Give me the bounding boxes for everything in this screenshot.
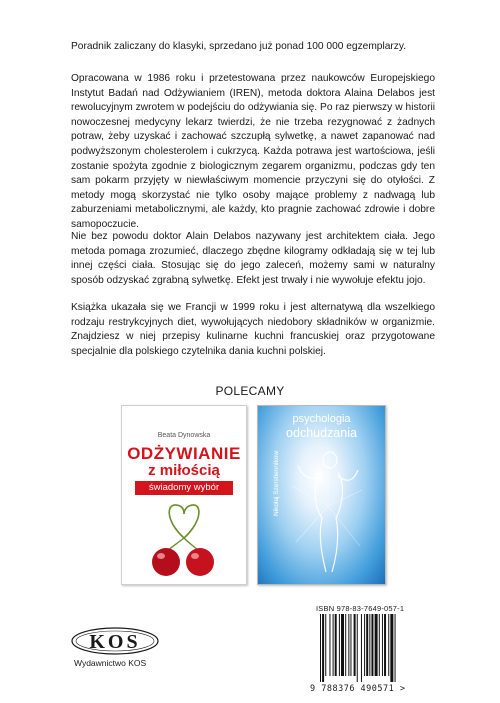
barcode-bar (322, 614, 324, 682)
recommend-heading: POLECAMY (215, 384, 285, 398)
barcode-bar (341, 614, 344, 676)
barcode-bar (366, 614, 368, 676)
barcode-bar (357, 614, 358, 682)
book-cover-psychologia[interactable] (257, 405, 386, 585)
method-paragraph: Opracowana w 1986 roku i przetestowana przez naukowców Europejskiego Instytut Badań nad Odżywianiem (IREN), metoda doktora Alaina Delabos jest rewolucyjnym zwrotem w podejściu do odżywiania się. Po raz pierwszy w historii nowoczesnej medycyny lekarz twierdzi, że nie trzeba rezygnować z żadnych potraw, żeby uzyskać i zachować szczupłą sylwetkę, a nawet zapanować nad podwyższonym cholesterolem i cukrzycą. Każda potrawa jest wartościowa, jeśli zostanie spożyta zgodnie z biologicznym zegarem organizmu, podczas gdy ten sam pokarm przyjęty w niewłaściwym momencie przyczyni się do otyłości. Z metody mogą skorzystać nie tylko osoby mające problemy z nadwagą lub zaburzeniami metabolicznymi, ale każdy, kto pragnie zachować zdrowie i dobre samopoczucie. (71, 73, 435, 230)
book1-author: Beata Dynowska (157, 432, 211, 439)
intro-paragraph: Poradnik zaliczany do klasyki, sprzedano już ponad 100 000 egzemplarzy. (71, 41, 407, 52)
architect-paragraph: Nie bez powodu doktor Alain Delabos nazywany jest architektem ciała. Jego metoda pomaga zrozumieć, dlaczego zbędne kilogramy odkładają się w tej lub innej części ciała. Stosując się do jego zaleceń, możemy sami w naturalny sposób odzyskać zgrabną sylwetkę. Efekt jest trwały i nie wywołuje efektu jojo. (71, 231, 435, 286)
book2-title-line2: odchudzania (286, 426, 357, 440)
barcode-image (316, 614, 426, 684)
barcode-bar (388, 614, 389, 676)
book2-author: Nikołaj Szerstiennikow (273, 450, 280, 516)
barcode-bar (361, 614, 362, 682)
barcode-bar (348, 614, 349, 676)
publication-paragraph: Książka ukazała się we Francji w 1999 roku i jest alternatywą dla wszelkiego rodzaju restrykcyjnych diet, wywołujących niedobory składników w organizmie. Znajdziesz w niej przepisy kulinarne kuchni francuskiej oraz przygotowane specjalnie dla polskiego czytelnika dania kuchni polskiej. (71, 302, 435, 357)
barcode-bar (395, 614, 396, 682)
barcode-digits: 9 788376 490571 > (310, 684, 406, 694)
logo-text: KOS (89, 631, 141, 653)
barcode-bar (354, 614, 356, 676)
book2-title-line1: psychologia (292, 413, 351, 425)
barcode-bar (379, 614, 380, 676)
book1-title-line2: z miłością (148, 462, 220, 479)
barcode-bar (339, 614, 340, 676)
barcode-bar (335, 614, 337, 676)
glowing-figure-image (292, 446, 362, 576)
barcode-bar (384, 614, 386, 676)
barcode-bar (320, 614, 321, 682)
barcode-bar (371, 614, 373, 676)
barcode-bar (369, 614, 370, 676)
barcode-bar (390, 614, 393, 682)
barcode-bar (375, 614, 378, 676)
book-cover-odzywianie[interactable] (121, 405, 247, 585)
barcode-bar (364, 614, 365, 676)
barcode-bar (350, 614, 351, 676)
isbn-label: ISBN 978-83-7649-057-1 (316, 604, 405, 613)
publisher-name: Wydawnictwo KOS (74, 658, 147, 668)
barcode-bar (345, 614, 346, 676)
kos-logo (70, 626, 160, 656)
barcode-bar (329, 614, 330, 676)
book1-title-line1: ODŻYWIANIE (127, 444, 241, 463)
cherries-heart-image (144, 498, 224, 578)
barcode-bar (333, 614, 334, 676)
barcode-bar (382, 614, 383, 676)
barcode-bar (325, 614, 326, 676)
book1-subtitle: świadomy wybór (135, 481, 233, 495)
